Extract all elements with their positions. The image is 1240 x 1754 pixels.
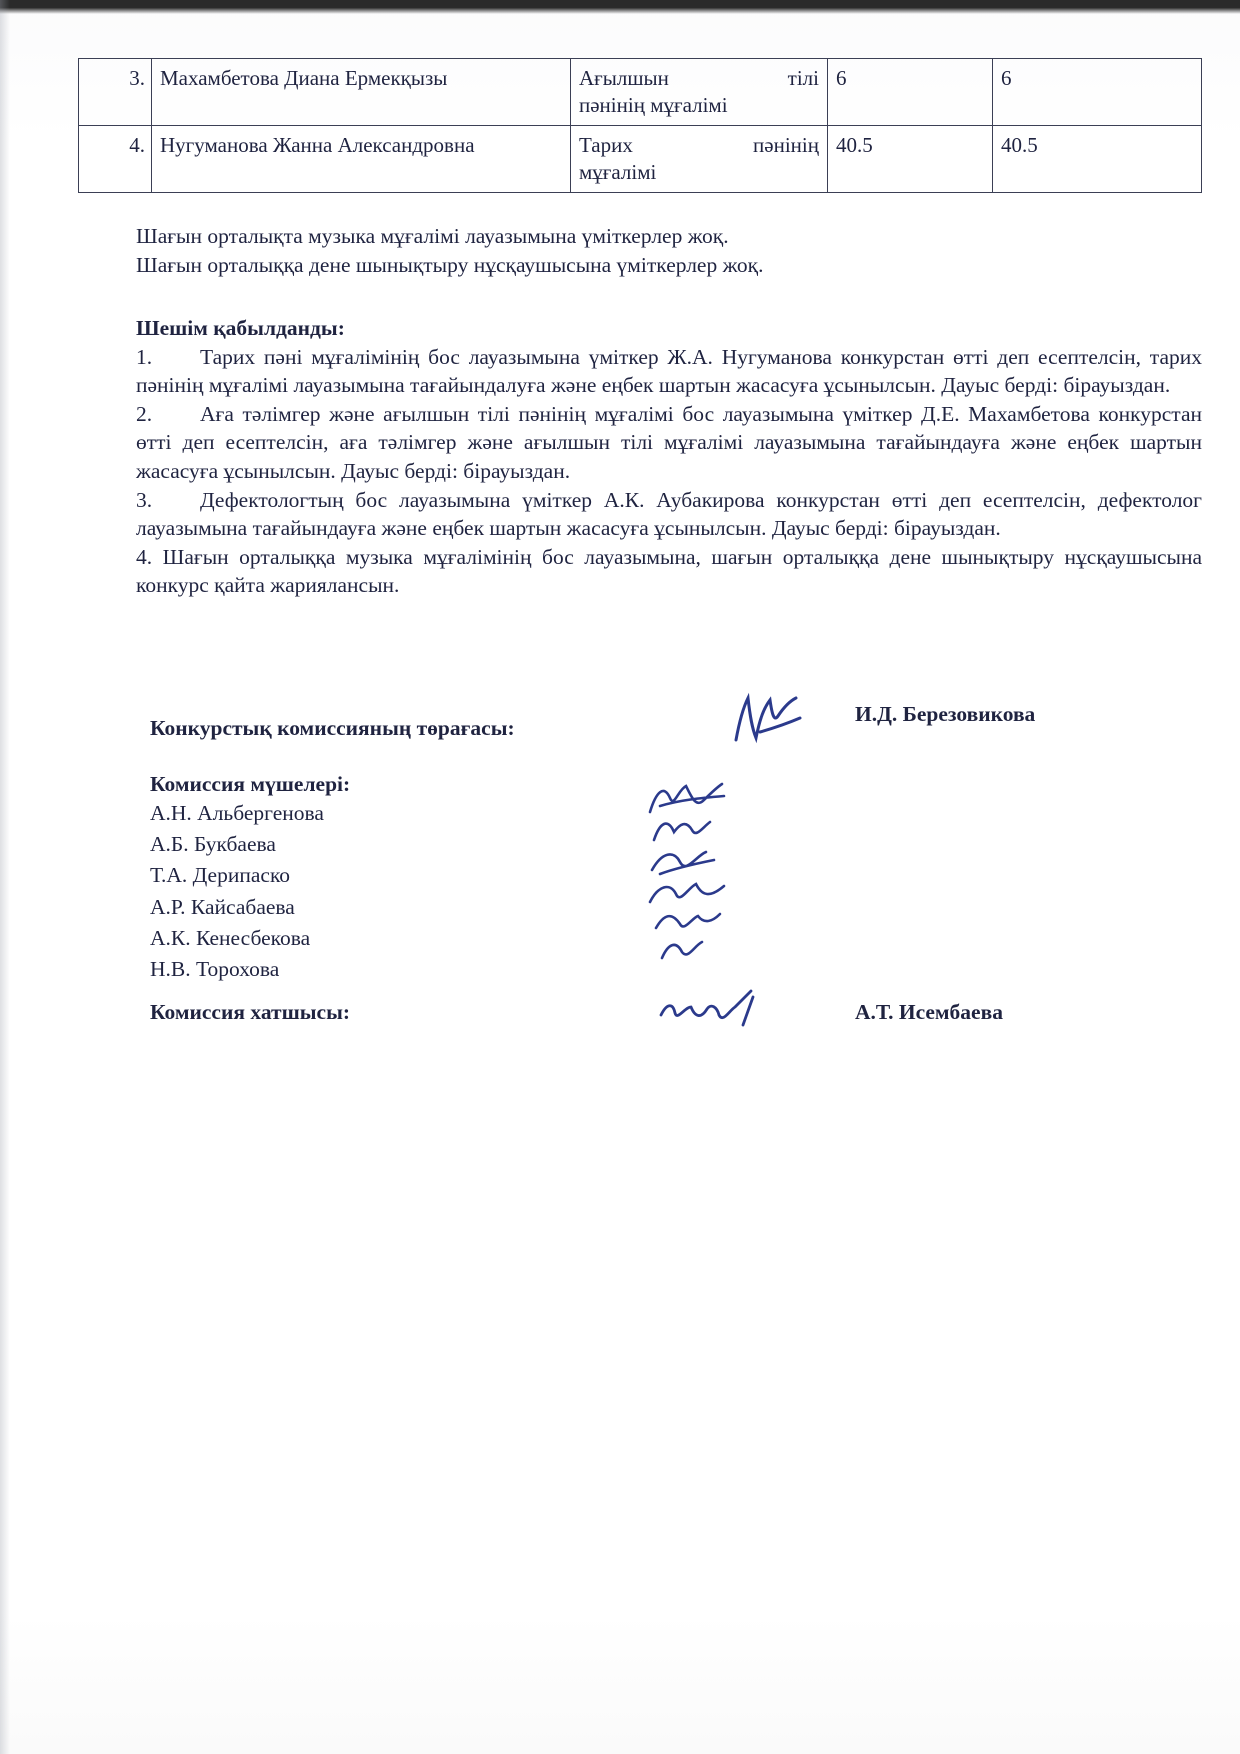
- candidates-table: [78, 58, 1202, 193]
- decision-item-text: Шағын орталыққа музыка мұғалімінің бос лауазымына, шағын орталыққа дене шынықтыру нұсқаушысына конкурс қайта жариялансын.: [136, 544, 1203, 598]
- member-name: А.Р. Кайсабаева: [150, 894, 295, 919]
- note-pe-instructor: Шағын орталыққа дене шынықтыру нұсқаушысына үміткерлер жоқ.: [136, 252, 764, 277]
- member-name: А.Б. Букбаева: [150, 832, 276, 857]
- decision-item-number: 4.: [136, 544, 153, 569]
- decision-item-text: Дефектологтың бос лауазымына үміткер А.К. Аубакирова конкурстан өтті деп есептелсін, дефектолог лауазымына тағайындауға және еңбек шартын жасасуға ұсынылсын. Дауыс берді: бірауыздан.: [136, 487, 1202, 541]
- decision-item-2: [136, 400, 1202, 486]
- candidate-name: Нугуманова Жанна Александровна: [152, 125, 571, 192]
- score-2: 40.5: [993, 125, 1202, 192]
- member-name: Н.В. Торохова: [150, 956, 280, 981]
- candidate-name: Махамбетова Диана Ермекқызы: [152, 59, 571, 126]
- position-line-2: мұғалімі: [579, 159, 657, 184]
- chair-name: И.Д. Березовикова: [855, 702, 1036, 726]
- decision-block: [136, 314, 1202, 600]
- scan-left-edge: [0, 0, 10, 1754]
- member-name: А.К. Кенесбекова: [150, 925, 311, 950]
- decision-item-3: [136, 486, 1202, 543]
- decision-item-text: Тарих пәні мұғалімінің бос лауазымына үміткер Ж.А. Нугуманова конкурстан өтті деп есептелсін, тарих пәнінің мұғалімі лауазымына тағайындалуға және еңбек шартын жасасуға ұсынылсын. Дауыс берді: бірауыздан.: [136, 344, 1202, 398]
- score-1: 6: [828, 59, 993, 126]
- decision-item-number: 1.: [136, 344, 153, 369]
- position-line-1: Ағылшын тілі: [579, 66, 819, 90]
- secretary-name: А.Т. Исембаева: [855, 1000, 1003, 1024]
- row-number: 3.: [79, 59, 152, 126]
- decision-item-text: Аға тәлімгер және ағылшын тілі пәнінің мұғалімі бос лауазымына үміткер Д.Е. Махамбетова конкурстан өтті деп есептелсін, аға тәлімгер және ағылшын тілі мұғалімі лауазымына тағайындауға және еңбек шартын жасасуға ұсынылсын. Дауыс берді: бірауыздан.: [136, 401, 1202, 483]
- decision-item-1: [136, 343, 1202, 400]
- decision-item-4: [136, 543, 1202, 600]
- decision-item-number: 3.: [136, 487, 153, 512]
- candidate-position: [571, 125, 828, 192]
- position-line-2: пәнінің мұғалімі: [579, 92, 728, 117]
- decision-title: Шешім қабылданды:: [136, 316, 345, 340]
- table-row: [79, 125, 1202, 192]
- members-signatures: [640, 778, 740, 968]
- chair-label: Конкурстық комиссияның төрағасы:: [150, 716, 515, 740]
- secretary-signature: [655, 985, 765, 1035]
- score-1: 40.5: [828, 125, 993, 192]
- member-name: Т.А. Дерипаско: [150, 863, 291, 888]
- members-title: Комиссия мүшелері:: [150, 772, 351, 796]
- chair-signature: [730, 688, 810, 758]
- notes-block: [136, 222, 1202, 279]
- secretary-label: Комиссия хатшысы:: [150, 1000, 351, 1024]
- scan-top-edge: [0, 0, 1240, 14]
- decision-item-number: 2.: [136, 401, 153, 426]
- table-row: [79, 59, 1202, 126]
- note-music-teacher: Шағын орталықта музыка мұғалімі лауазымына үміткерлер жоқ.: [136, 224, 729, 248]
- row-number: 4.: [79, 125, 152, 192]
- member-name: А.Н. Альбергенова: [150, 801, 324, 825]
- candidate-position: [571, 59, 828, 126]
- position-line-1: Тарих пәнінің: [579, 132, 819, 157]
- score-2: 6: [993, 59, 1202, 126]
- members-list: [150, 798, 324, 985]
